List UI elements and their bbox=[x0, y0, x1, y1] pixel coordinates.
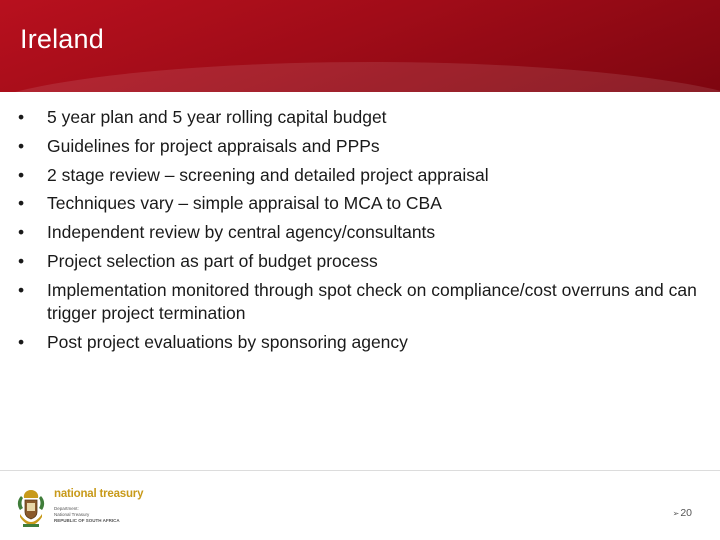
slide-title: Ireland bbox=[20, 24, 104, 54]
bullet-item bbox=[18, 250, 698, 273]
bullet-text: 2 stage review – screening and detailed project appraisal bbox=[47, 164, 489, 185]
arrow-right-icon: ➢ bbox=[672, 509, 680, 518]
bullet-text: Guidelines for project appraisals and PPPs bbox=[47, 135, 380, 156]
bullet-dot: • bbox=[18, 222, 25, 243]
bullet-text: Implementation monitored through spot check on compliance/cost overruns and can trigger project termination bbox=[47, 279, 697, 323]
bullet-dot: • bbox=[18, 107, 25, 127]
bullet-item bbox=[18, 221, 698, 244]
bullet-item bbox=[18, 135, 698, 158]
national-treasury-logo bbox=[14, 486, 164, 530]
bullet-item bbox=[18, 164, 698, 187]
bullet-text: Post project evaluations by sponsoring agency bbox=[47, 331, 408, 352]
bullet-dot: • bbox=[18, 164, 25, 185]
bullet-text: 5 year plan and 5 year rolling capital budget bbox=[47, 107, 387, 127]
bullet-item bbox=[18, 331, 698, 354]
coat-of-arms-icon bbox=[14, 486, 48, 528]
bullet-dot: • bbox=[18, 331, 25, 352]
bullet-text: Project selection as part of budget process bbox=[47, 250, 378, 271]
bullet-item bbox=[18, 106, 698, 129]
title-banner bbox=[0, 0, 720, 92]
logo-sub-treasury: National Treasury bbox=[54, 512, 90, 517]
bullet-text: Techniques vary – simple appraisal to MCA to CBA bbox=[47, 193, 442, 214]
logo-sub-department: Department: bbox=[54, 506, 79, 511]
bullet-item bbox=[18, 279, 698, 325]
bullet-text: Independent review by central agency/consultants bbox=[47, 222, 436, 243]
bullet-list bbox=[18, 106, 698, 359]
banner-swoosh bbox=[0, 62, 720, 92]
logo-text: national treasury bbox=[54, 488, 144, 500]
page-number-value: 20 bbox=[680, 507, 692, 519]
page-number bbox=[673, 507, 692, 519]
bullet-dot: • bbox=[18, 279, 25, 300]
logo-sub-republic: REPUBLIC OF SOUTH AFRICA bbox=[54, 518, 120, 523]
logo-wordmark bbox=[54, 488, 143, 500]
bullet-dot: • bbox=[18, 250, 25, 271]
bullet-dot: • bbox=[18, 135, 25, 156]
bullet-item bbox=[18, 192, 698, 215]
bullet-dot: • bbox=[18, 193, 25, 214]
footer-divider bbox=[0, 470, 720, 471]
